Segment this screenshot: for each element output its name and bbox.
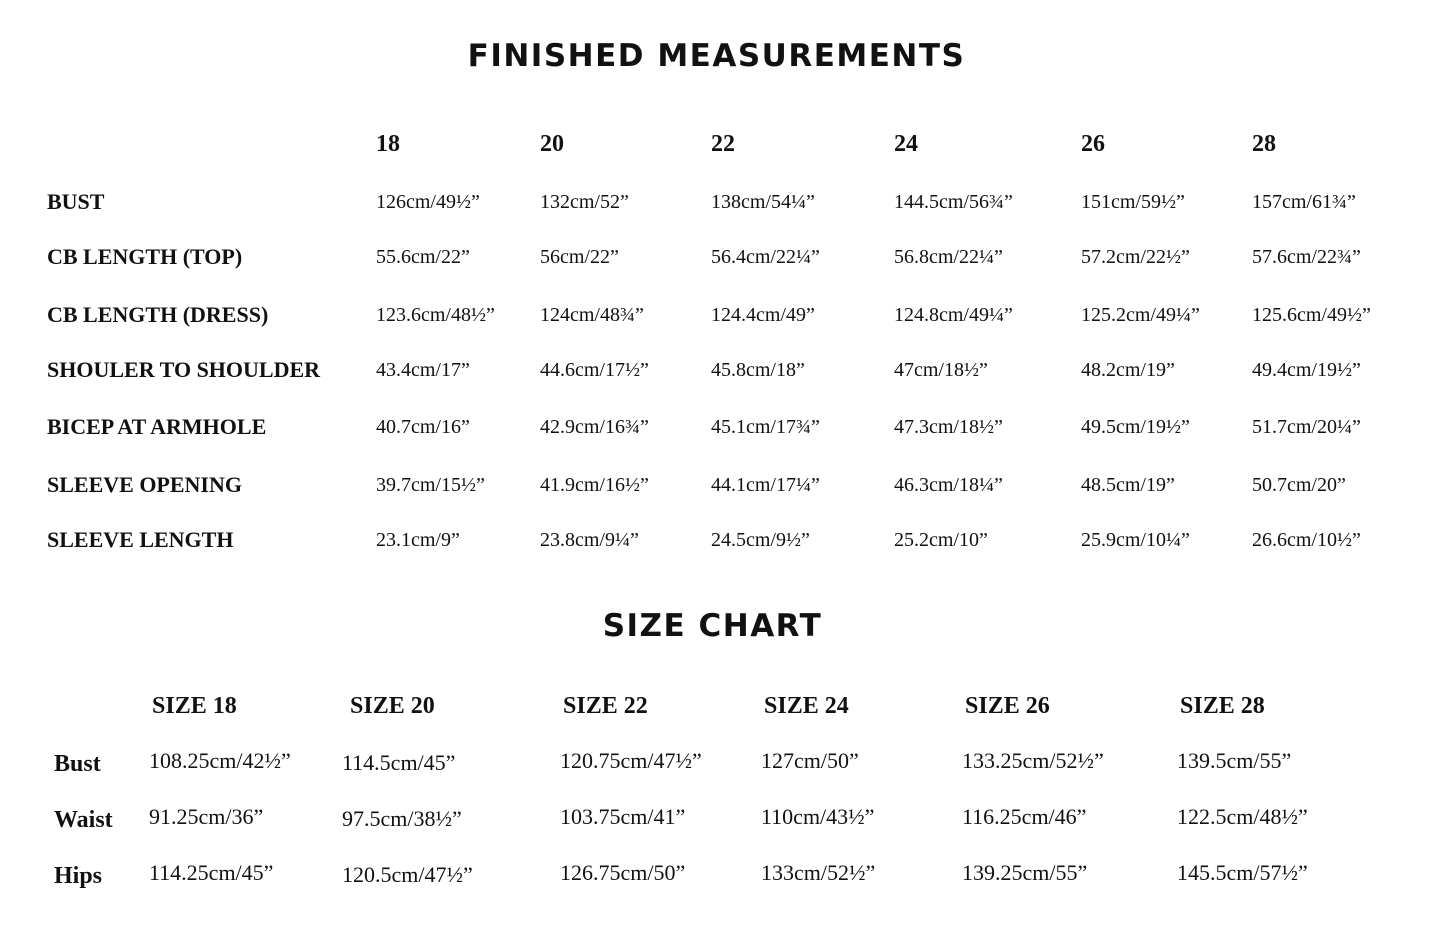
measurement-value: 26.6cm/10½”	[1252, 529, 1361, 551]
measurement-value: 126cm/49½”	[376, 191, 480, 213]
measurement-value: 124cm/48¾”	[540, 304, 644, 326]
size-header: 18	[376, 131, 400, 157]
measurement-value: 41.9cm/16½”	[540, 474, 649, 496]
size-header: SIZE 18	[152, 693, 237, 719]
measurement-value: 124.8cm/49¼”	[894, 304, 1013, 326]
measurement-value: 57.6cm/22¾”	[1252, 246, 1361, 268]
body-measurement-value: 139.25cm/55”	[962, 860, 1088, 885]
size-header: 26	[1081, 131, 1105, 157]
measurement-value: 49.5cm/19½”	[1081, 416, 1190, 438]
measurement-value: 45.1cm/17¾”	[711, 416, 820, 438]
size-header: SIZE 28	[1180, 693, 1265, 719]
measurement-value: 50.7cm/20”	[1252, 474, 1346, 496]
body-measurement-value: 108.25cm/42½”	[149, 748, 291, 773]
size-header: SIZE 24	[764, 693, 849, 719]
body-measurement-value: 145.5cm/57½”	[1177, 860, 1308, 885]
body-measurement-label: Waist	[54, 807, 113, 833]
measurement-value: 39.7cm/15½”	[376, 474, 485, 496]
measurement-value: 123.6cm/48½”	[376, 304, 495, 326]
measurement-value: 49.4cm/19½”	[1252, 359, 1361, 381]
measurement-value: 45.8cm/18”	[711, 359, 805, 381]
measurement-value: 132cm/52”	[540, 191, 629, 213]
measurement-value: 43.4cm/17”	[376, 359, 470, 381]
body-measurement-value: 110cm/43½”	[761, 804, 875, 829]
measurement-value: 23.1cm/9”	[376, 529, 460, 551]
measurement-label: SLEEVE OPENING	[47, 472, 242, 497]
measurement-value: 25.2cm/10”	[894, 529, 988, 551]
body-measurement-value: 120.75cm/47½”	[560, 748, 702, 773]
measurement-label: SLEEVE LENGTH	[47, 527, 234, 552]
body-measurement-value: 133.25cm/52½”	[962, 748, 1104, 773]
body-measurement-value: 120.5cm/47½”	[342, 862, 473, 887]
measurement-value: 44.1cm/17¼”	[711, 474, 820, 496]
measurement-value: 125.6cm/49½”	[1252, 304, 1371, 326]
body-measurement-value: 116.25cm/46”	[962, 804, 1087, 829]
measurement-label: SHOULER TO SHOULDER	[47, 357, 321, 382]
measurement-value: 44.6cm/17½”	[540, 359, 649, 381]
body-measurement-value: 114.25cm/45”	[149, 860, 274, 885]
measurement-value: 151cm/59½”	[1081, 191, 1185, 213]
measurement-value: 56.4cm/22¼”	[711, 246, 820, 268]
measurement-label: BUST	[47, 189, 105, 214]
measurement-value: 55.6cm/22”	[376, 246, 470, 268]
body-measurement-value: 139.5cm/55”	[1177, 748, 1292, 773]
body-measurement-value: 114.5cm/45”	[342, 750, 456, 775]
measurement-value: 56cm/22”	[540, 246, 619, 268]
measurement-value: 138cm/54¼”	[711, 191, 815, 213]
measurement-value: 56.8cm/22¼”	[894, 246, 1003, 268]
measurement-value: 48.2cm/19”	[1081, 359, 1175, 381]
size-header: SIZE 22	[563, 693, 648, 719]
measurement-value: 25.9cm/10¼”	[1081, 529, 1190, 551]
body-measurement-value: 127cm/50”	[761, 748, 859, 773]
size-header: SIZE 26	[965, 693, 1050, 719]
measurement-value: 124.4cm/49”	[711, 304, 815, 326]
measurement-label: CB LENGTH (DRESS)	[47, 302, 269, 327]
measurement-value: 48.5cm/19”	[1081, 474, 1175, 496]
measurement-value: 46.3cm/18¼”	[894, 474, 1003, 496]
measurement-value: 144.5cm/56¾”	[894, 191, 1013, 213]
measurement-value: 157cm/61¾”	[1252, 191, 1356, 213]
measurement-value: 47.3cm/18½”	[894, 416, 1003, 438]
measurement-label: BICEP AT ARMHOLE	[47, 414, 267, 439]
body-measurement-value: 91.25cm/36”	[149, 804, 264, 829]
measurement-value: 57.2cm/22½”	[1081, 246, 1190, 268]
body-measurement-value: 133cm/52½”	[761, 860, 876, 885]
measurement-value: 23.8cm/9¼”	[540, 529, 639, 551]
finished-measurements-title: FINISHED MEASUREMENTS	[467, 38, 966, 74]
body-measurement-value: 97.5cm/38½”	[342, 806, 462, 831]
size-header: 24	[894, 131, 918, 157]
size-header: 28	[1252, 131, 1276, 157]
size-header: SIZE 20	[350, 693, 435, 719]
measurement-value: 125.2cm/49¼”	[1081, 304, 1200, 326]
measurement-value: 24.5cm/9½”	[711, 529, 810, 551]
measurement-label: CB LENGTH (TOP)	[47, 244, 243, 269]
measurement-value: 40.7cm/16”	[376, 416, 470, 438]
measurement-value: 51.7cm/20¼”	[1252, 416, 1361, 438]
size-header: 22	[711, 131, 735, 157]
measurement-value: 47cm/18½”	[894, 359, 988, 381]
body-measurement-label: Bust	[54, 751, 101, 777]
body-measurement-value: 126.75cm/50”	[560, 860, 686, 885]
body-measurement-label: Hips	[54, 863, 103, 889]
body-measurement-value: 122.5cm/48½”	[1177, 804, 1308, 829]
size-chart-title: SIZE CHART	[602, 608, 823, 644]
measurement-value: 42.9cm/16¾”	[540, 416, 649, 438]
size-header: 20	[540, 131, 564, 157]
body-measurement-value: 103.75cm/41”	[560, 804, 686, 829]
